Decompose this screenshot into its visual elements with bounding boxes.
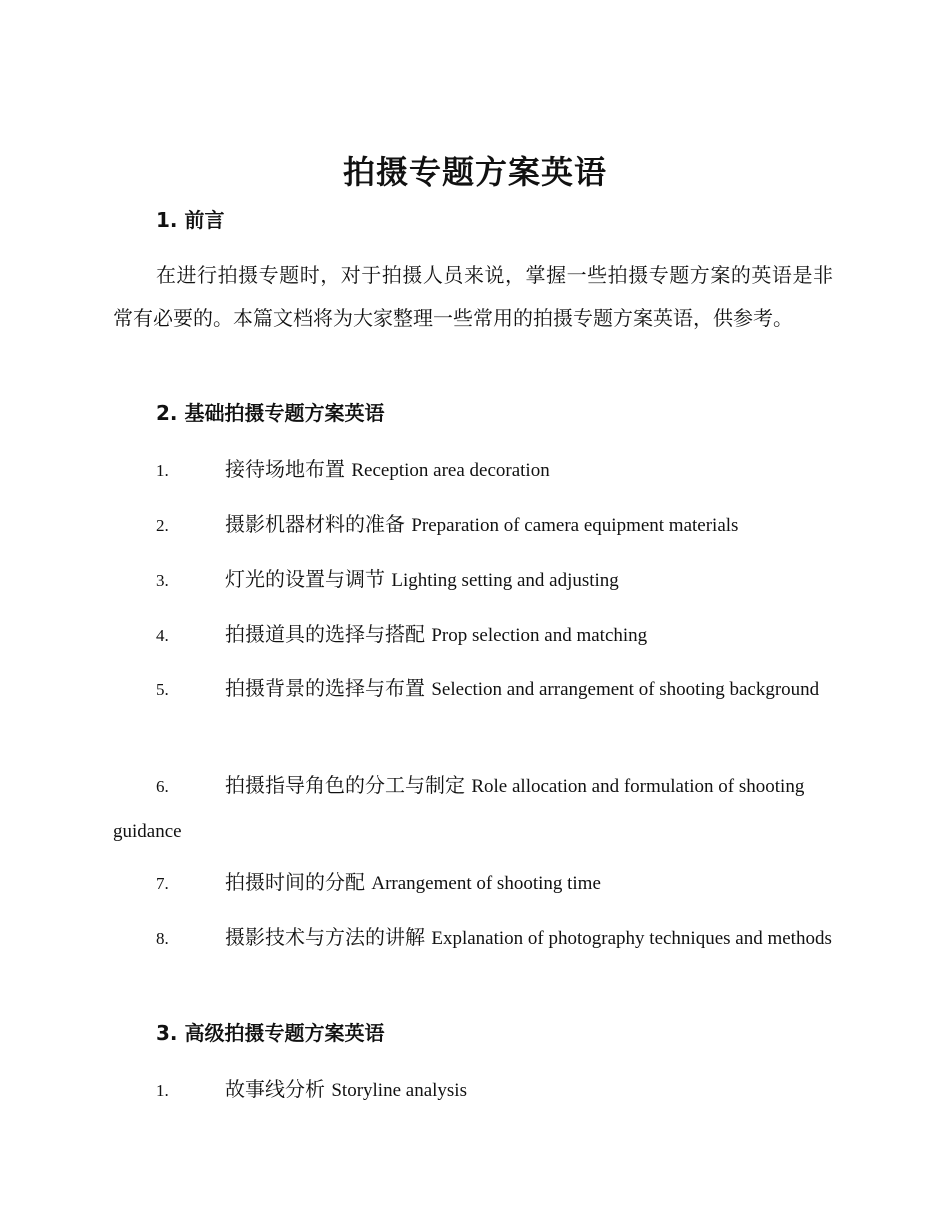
list-item-number: 8. — [156, 929, 169, 948]
list-item-chinese: 故事线分析 — [225, 1077, 325, 1101]
list-item — [113, 764, 833, 853]
list-item-english: Role allocation and formulation of shooting guidance — [113, 776, 805, 842]
document-title: 拍摄专题方案英语 — [342, 153, 607, 191]
section-heading-preface: 1. 前言 — [156, 208, 225, 232]
list-item-number: 5. — [156, 680, 169, 699]
list-item — [113, 503, 833, 548]
list-item-chinese: 接待场地布置 — [225, 457, 345, 481]
list-item-number: 3. — [156, 571, 169, 590]
list-item-english: Prop selection and matching — [431, 625, 648, 646]
list-item — [113, 558, 833, 603]
list-item-english: Reception area decoration — [351, 460, 550, 481]
section-heading-basic: 2. 基础拍摄专题方案英语 — [156, 401, 385, 425]
list-item-number: 6. — [156, 777, 169, 796]
preface-paragraph: 在进行拍摄专题时，对于拍摄人员来说，掌握一些拍摄专题方案的英语是非常有必要的。本篇文档将为大家整理一些常用的拍摄专题方案英语，供参考。 — [113, 263, 833, 330]
list-item-number: 7. — [156, 874, 169, 893]
list-item-english: Selection and arrangement of shooting background — [431, 679, 820, 700]
list-item-number: 2. — [156, 516, 169, 535]
list-item-english: Arrangement of shooting time — [371, 873, 601, 894]
list-item-english: Explanation of photography techniques and methods — [431, 928, 832, 949]
list-item-chinese: 灯光的设置与调节 — [225, 567, 385, 591]
list-item-english: Storyline analysis — [331, 1080, 467, 1101]
list-item-chinese: 拍摄时间的分配 — [225, 870, 365, 894]
list-item — [113, 916, 833, 961]
list-item-chinese: 拍摄道具的选择与搭配 — [225, 622, 425, 646]
list-item-number: 1. — [156, 461, 169, 480]
list-item — [113, 861, 833, 906]
list-item-chinese: 摄影机器材料的准备 — [225, 512, 405, 536]
list-item — [113, 448, 833, 493]
list-item-number: 1. — [156, 1081, 169, 1100]
list-item-english: Lighting setting and adjusting — [391, 570, 619, 591]
list-item — [113, 1068, 833, 1113]
list-item-chinese: 拍摄背景的选择与布置 — [225, 676, 425, 700]
section-heading-advanced: 3. 高级拍摄专题方案英语 — [156, 1021, 385, 1045]
list-item — [113, 613, 833, 658]
list-item-english: Preparation of camera equipment materials — [411, 515, 739, 536]
list-item-number: 4. — [156, 626, 169, 645]
list-item — [113, 667, 833, 712]
list-item-chinese: 拍摄指导角色的分工与制定 — [225, 773, 465, 797]
list-item-chinese: 摄影技术与方法的讲解 — [225, 925, 425, 949]
